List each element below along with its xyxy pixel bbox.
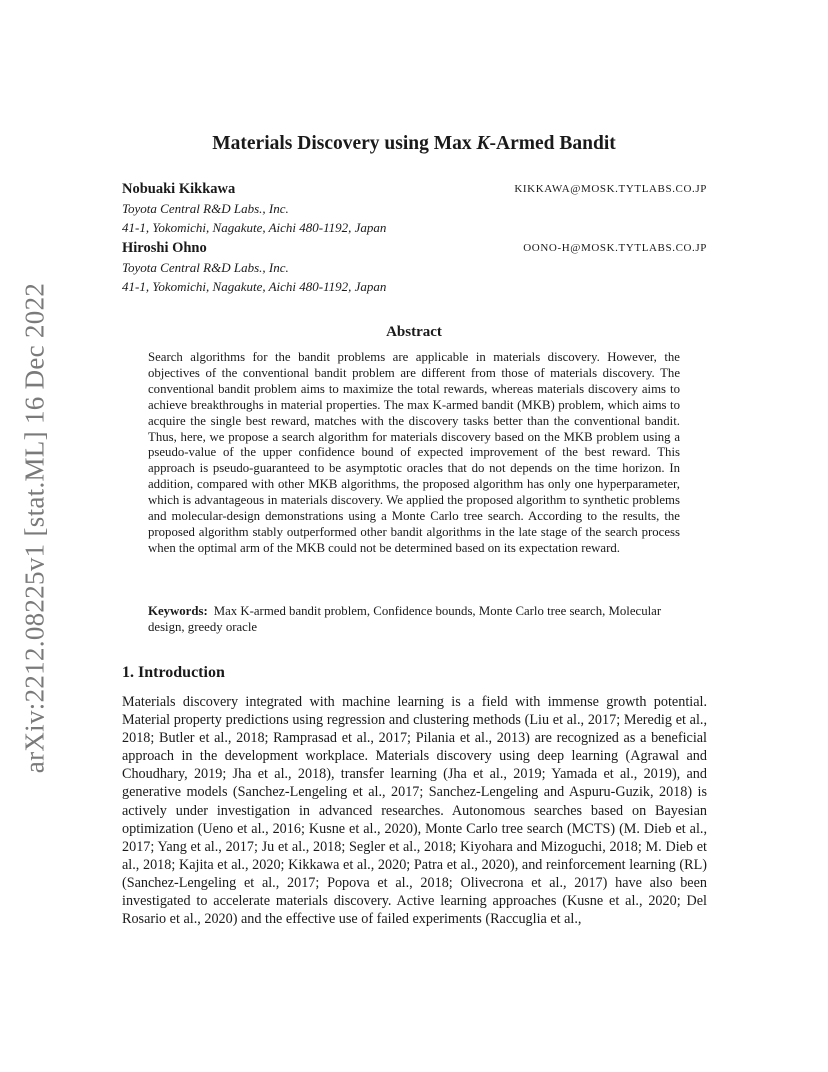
author-name: Nobuaki Kikkawa	[122, 181, 236, 197]
author-affiliation: Toyota Central R&D Labs., Inc.	[122, 201, 289, 216]
author-affiliation: Toyota Central R&D Labs., Inc.	[122, 260, 289, 275]
title-k-symbol: K	[476, 133, 490, 154]
arxiv-identifier: arXiv:2212.08225v1 [stat.ML] 16 Dec 2022	[19, 282, 50, 774]
title-part-2: -Armed Bandit	[489, 133, 616, 154]
author-address: 41-1, Yokomichi, Nagakute, Aichi 480-1192, Japan	[122, 279, 387, 294]
keywords	[148, 603, 680, 635]
keywords-text: Max K-armed bandit problem, Confidence bounds, Monte Carlo tree search, Molecular design, greedy oracle	[148, 604, 662, 634]
title-part-1: Materials Discovery using Max	[212, 133, 477, 154]
author-block-2	[122, 239, 707, 296]
paper-title	[0, 133, 828, 155]
author-email: OONO-H@MOSK.TYTLABS.CO.JP	[523, 242, 707, 254]
introduction-body	[122, 693, 707, 928]
author-email: KIKKAWA@MOSK.TYTLABS.CO.JP	[514, 183, 707, 195]
author-address: 41-1, Yokomichi, Nagakute, Aichi 480-1192, Japan	[122, 220, 387, 235]
keywords-label: Keywords:	[148, 604, 208, 618]
abstract-heading: Abstract	[386, 324, 442, 340]
section-heading-introduction: 1. Introduction	[122, 664, 225, 681]
introduction-paragraph: Materials discovery integrated with machine learning is a field with immense growth potential. Material property predictions using regression and clustering methods (Liu et al., 2017; Meredig et al., 2018; Butler et al., 2018; Ramprasad et al., 2017; Pilania et al., 2013) are recognized as a beneficial approach in the development workplace. Materials discovery using deep learning (Agrawal and Choudhary, 2019; Jha et al., 2018), transfer learning (Jha et al., 2019; Yamada et al., 2019), and generative models (Sanchez-Lengeling et al., 2017; Sanchez-Lengeling and Aspuru-Guzik, 2018) is actively under investigation in advanced researches. Autonomous searches based on Bayesian optimization (Ueno et al., 2016; Kusne et al., 2020), Monte Carlo tree search (MCTS) (M. Dieb et al., 2017; Yang et al., 2017; Ju et al., 2018; Segler et al., 2018; Kiyohara and Mizoguchi, 2018; M. Dieb et al., 2018; Kajita et al., 2020; Kikkawa et al., 2020; Patra et al., 2020), and reinforcement learning (RL) (Sanchez-Lengeling et al., 2017; Popova et al., 2018; Olivecrona et al., 2017) have also been investigated to accelerate materials discovery. Active learning approaches (Kusne et al., 2020; Del Rosario et al., 2020) and the effective use of failed experiments (Raccuglia et al.,	[122, 694, 707, 928]
abstract-paragraph: Search algorithms for the bandit problems are applicable in materials discovery. However, the objectives of the conventional bandit problem are different from those of materials discovery. The conventional bandit problem aims to maximize the total rewards, whereas materials discovery aims to achieve breakthroughs in material properties. The max K-armed bandit (MKB) problem, which aims to acquire the single best reward, matches with the discovery tasks better than the conventional bandit. Thus, here, we propose a search algorithm for materials discovery based on the MKB problem using a pseudo-value of the upper confidence bound of expected improvement of the best reward. This approach is pseudo-guaranteed to be asymptotic oracles that do not depends on the time horizon. In addition, compared with other MKB algorithms, the proposed algorithm has only one hyperparameter, which is advantageous in materials discovery. We applied the proposed algorithm to synthetic problems and molecular-design demonstrations using a Monte Carlo tree search. According to the results, the proposed algorithm stably outperformed other bandit algorithms in the late stage of the search process when the optimal arm of the MKB could not be determined based on its expectation reward.	[148, 350, 680, 555]
abstract-body	[148, 350, 680, 557]
author-block-1	[122, 180, 707, 237]
author-name: Hiroshi Ohno	[122, 240, 207, 256]
